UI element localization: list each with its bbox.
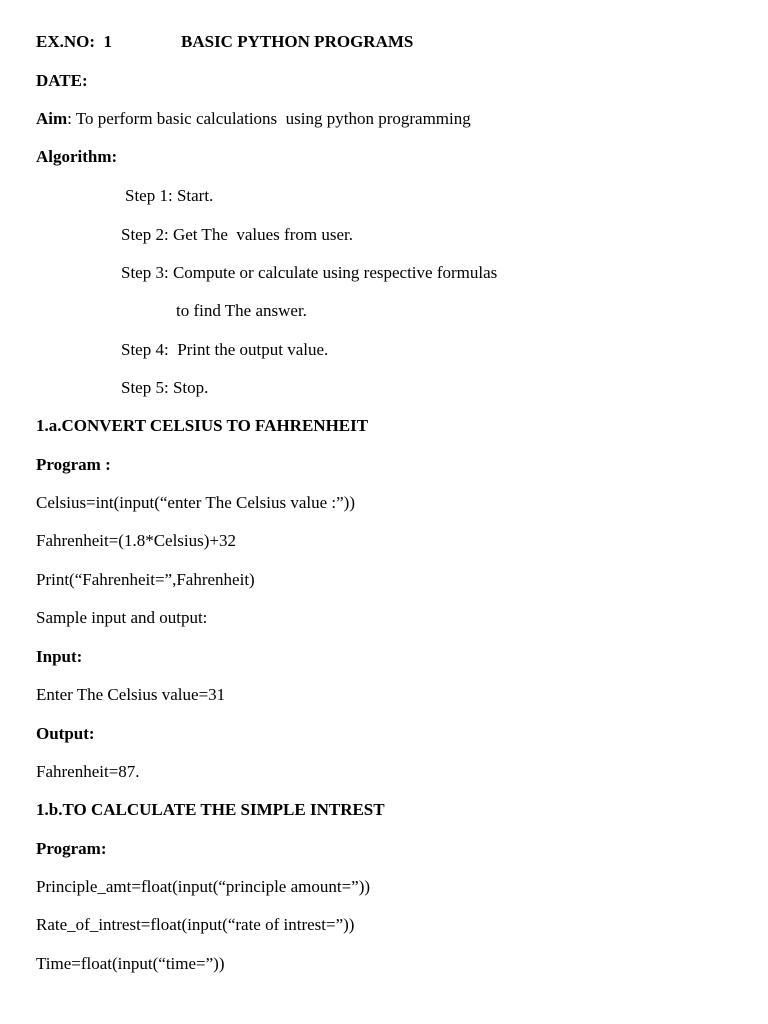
algorithm-step-2: Step 2: Get The values from user. xyxy=(121,225,353,244)
section-b-program-label: Program: xyxy=(36,839,107,858)
date-label: DATE: xyxy=(36,71,88,90)
input-label: Input: xyxy=(36,647,83,666)
algorithm-step-5: Step 5: Stop. xyxy=(121,378,209,397)
algorithm-step-1: Step 1: Start. xyxy=(125,186,214,205)
algorithm-step-3-continued: to find The answer. xyxy=(176,301,307,320)
output-label: Output: xyxy=(36,724,95,743)
aim-label: Aim xyxy=(36,109,68,128)
section-b-heading: 1.b.TO CALCULATE THE SIMPLE INTREST xyxy=(36,800,385,819)
input-value: Enter The Celsius value=31 xyxy=(36,685,226,704)
algorithm-label: Algorithm: xyxy=(36,147,118,166)
aim-text: : To perform basic calculations using python programming xyxy=(67,109,471,128)
code-line: Principle_amt=float(input(“principle amount=”)) xyxy=(36,877,371,896)
aim-line xyxy=(36,109,471,129)
code-line: Print(“Fahrenheit=”,Fahrenheit) xyxy=(36,570,255,589)
code-line: Fahrenheit=(1.8*Celsius)+32 xyxy=(36,531,237,550)
code-line: Rate_of_intrest=float(input(“rate of intrest=”)) xyxy=(36,915,355,934)
section-a-heading: 1.a.CONVERT CELSIUS TO FAHRENHEIT xyxy=(36,416,369,435)
algorithm-step-3: Step 3: Compute or calculate using respective formulas xyxy=(121,263,498,282)
document-title: BASIC PYTHON PROGRAMS xyxy=(181,32,414,51)
output-value: Fahrenheit=87. xyxy=(36,762,140,781)
code-line: Time=float(input(“time=”)) xyxy=(36,954,225,973)
algorithm-step-4: Step 4: Print the output value. xyxy=(121,340,329,359)
code-line: Celsius=int(input(“enter The Celsius value :”)) xyxy=(36,493,355,512)
exercise-number: EX.NO: 1 xyxy=(36,32,113,51)
sample-io-label: Sample input and output: xyxy=(36,608,208,627)
section-a-program-label: Program : xyxy=(36,455,111,474)
